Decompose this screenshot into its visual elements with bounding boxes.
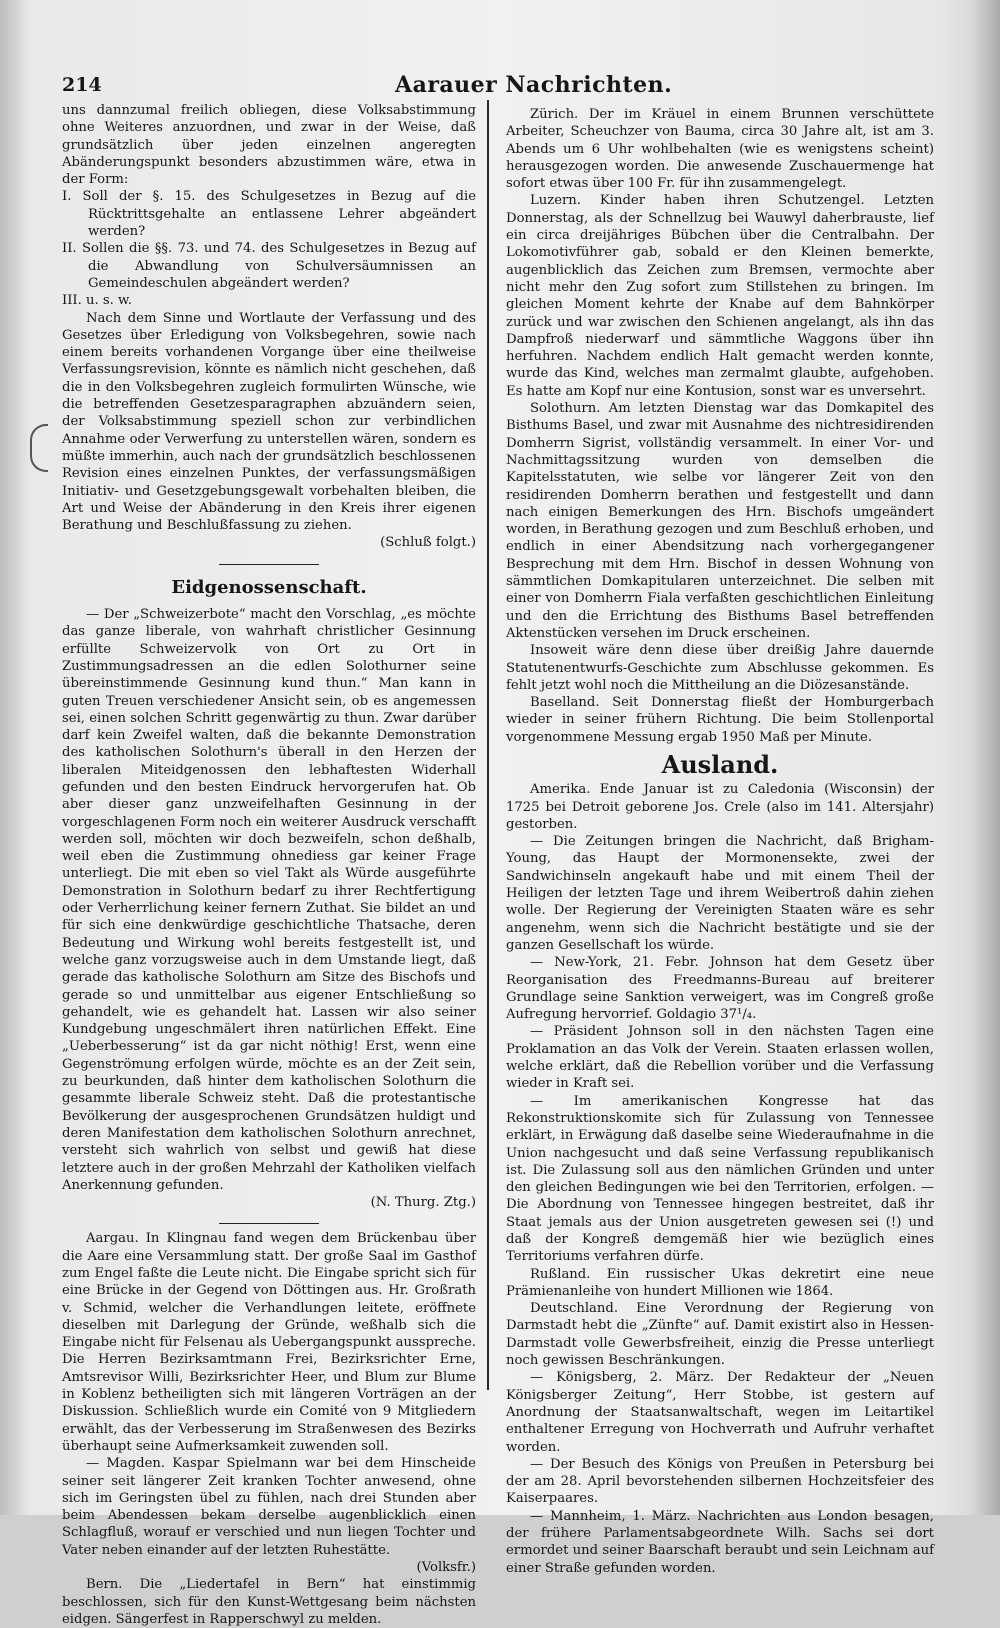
page-edge-shadow bbox=[970, 0, 1000, 1515]
page-number: 214 bbox=[62, 74, 102, 96]
article-paragraph: Insoweit wäre denn diese über dreißig Jahre dauernde Statutenentwurfs-Geschichte zum Abschlusse gekommen. Es fehlt jetzt wohl noch die Mittheilung an die Diözesanstände. bbox=[506, 643, 934, 693]
list-item: I. Soll der §. 15. des Schulgesetzes in Bezug auf die Rücktrittsgehalte an entlassene Lehrer abgeändert werden? bbox=[62, 189, 476, 240]
article-paragraph: — Im amerikanischen Kongresse hat das Rekonstruktionskomite sich für Zulassung von Tennessee erklärt, in Erwägung daß daselbe seine Wiederaufnahme in die Union nachgesucht und daß seine Verfassung republikanisch ist. Die Zulassung soll aus den nämlichen Gründen und unter den gleichen Bedingungen wie bei den Territorien, erfolgen. — Die Abordnung von Tennessee hingegen bestreitet, daß ihr Staat jemals aus der Union ausgetreten gewesen sei (!) und daß der Kongreß demgemäß hier wie bezüglich eines Territoriums verfahren dürfe. bbox=[506, 1093, 934, 1265]
column-divider bbox=[487, 100, 489, 1390]
article-paragraph: Aargau. In Klingnau fand wegen dem Brückenbau über die Aare eine Versammlung statt. Der große Saal im Gasthof zum Engel faßte die Leute nicht. Die Eingabe spricht sich für eine Brücke in der Gegend von Döttingen aus. Hr. Großrath v. Schmid, welcher die Verhandlungen leitete, eröffnete dieselben mit Darlegung der Gründe, weßhalb sich die Eingabe nicht für Felsenau als Uebergangspunkt ausspreche. Die Herren Bezirksamtmann Frei, Bezirksrichter Erne, Amtsrevisor Willi, Bezirksrichter Heer, und Blum zur Blume in Koblenz betheiligten sich mit längeren Vorträgen an der Diskussion. Schließlich wurde ein Comité von 9 Mitgliedern erwählt, das der Verbesserung im Straßenwesen des Bezirks überhaupt seine Aufmerksamkeit zuwenden soll. bbox=[62, 1231, 476, 1454]
article-paragraph: Amerika. Ende Januar ist zu Caledonia (Wisconsin) der 1725 bei Detroit geborene Jos. Crele (also im 141. Altersjahr) gestorben. bbox=[506, 782, 934, 832]
source-signature: (Volksfr.) bbox=[416, 1560, 476, 1576]
section-heading: Eidgenossenschaft. bbox=[171, 576, 367, 598]
left-column bbox=[62, 102, 476, 1628]
article-paragraph: uns dannzumal freilich obliegen, diese Volksabstimmung ohne Weiteres anzuordnen, und zwar in der Weise, daß grundsätzlich über jeden einzelnen angeregten Abänderungspunkt besonders abzustimmen wäre, etwa in der Form: bbox=[62, 103, 476, 188]
article-paragraph: — Königsberg, 2. März. Der Redakteur der „Neuen Königsberger Zeitung“, Herr Stobbe, ist gestern auf Anordnung der Staatsanwaltschaft, wegen im Leitartikel enthaltener Erregung von Hochverrath und Aufruhr verhaftet worden. bbox=[506, 1370, 934, 1455]
article-paragraph: Solothurn. Am letzten Dienstag war das Domkapitel des Bisthums Basel, und zwar mit Ausnahme des nichtresidirenden Domherrn Sigrist, vollständig versammelt. In einer Vor- und Nachmittagssitzung wurden von demselben die Kapitelsstatuten, wie selbe vor längerer Zeit von den residirenden Domherrn berathen und festgestellt und dann nach einigen Bemerkungen des Hrn. Bischofs umgeändert worden, in Berathung gezogen und zum Beschluß erhoben, und endlich in einer Abendsitzung nach vorhergegangener Besprechung mit dem Hrn. Bischof in dessen Wohnung von sämmtlichen Domkapitularen unterzeichnet. Die selben mit einer von Domherrn Fiala verfaßten geschichtlichen Einleitung und den die Errichtung des Bisthums Basel betreffenden Aktenstücken versehen im Druck erscheinen. bbox=[506, 401, 934, 641]
article-paragraph: — Der Besuch des Königs von Preußen in Petersburg bei der am 28. April bevorstehenden silbernen Hochzeitsfeier des Kaiserpaares. bbox=[506, 1456, 934, 1507]
article-paragraph: Bern. Die „Liedertafel in Bern“ hat einstimmig beschlossen, sich für den Kunst-Wettgesang beim nächsten eidgen. Sängerfest in Rapperschwyl zu melden. bbox=[62, 1577, 476, 1627]
article-paragraph: Zürich. Der im Kräuel in einem Brunnen verschüttete Arbeiter, Scheuchzer von Bauma, circa 30 Jahre alt, ist am 3. Abends um 6 Uhr wohlbehalten (wie es wenigstens scheint) herausgezogen worden. Die anwesende Zuschauermenge hat sofort etwas über 100 Fr. für ihn zusammengelegt. bbox=[506, 107, 934, 192]
right-column bbox=[506, 106, 934, 1577]
article-paragraph: — Die Zeitungen bringen die Nachricht, daß Brigham-Young, das Haupt der Mormonensekte, zwei der Sandwichinseln angekauft habe und mit einem Theil der Heiligen der letzten Tage und ihrem Weibertroß dahin ziehen wolle. Der Regierung der Vereinigten Staaten wäre es sehr angenehm, wenn sich die Nachricht bestätigte und sie der ganzen Gesellschaft los würde. bbox=[506, 834, 934, 953]
list-item: III. u. s. w. bbox=[62, 293, 132, 309]
article-paragraph: — Magden. Kaspar Spielmann war bei dem Hinscheide seiner seit längerer Zeit kranken Tochter anwesend, ohne sich im Geringsten übel zu fühlen, nach drei Stunden aber beim Abendessen bekam derselbe augenblicklich einen Schlagfluß, worauf er verschied und nun liegen Tochter und Vater neben einander auf der letzten Ruhestätte. bbox=[62, 1456, 476, 1558]
margin-pencil-mark bbox=[30, 424, 48, 472]
section-heading: Ausland. bbox=[661, 749, 779, 779]
section-rule bbox=[219, 1223, 319, 1224]
source-signature: (Schluß folgt.) bbox=[380, 535, 476, 551]
article-paragraph: — Präsident Johnson soll in den nächsten Tagen eine Proklamation an das Volk der Verein. Staaten erlassen wollen, welche erklärt, daß die Rebellion vorüber und die Verfassung wieder in Kraft sei. bbox=[506, 1024, 934, 1092]
section-rule bbox=[219, 564, 319, 565]
article-paragraph: — New-York, 21. Febr. Johnson hat dem Gesetz über Reorganisation des Freedmanns-Bureau auf breiterer Grundlage seine Sanktion verweigert, was im Congreß große Aufregung hervorrief. Goldagio 37¹/₄. bbox=[506, 955, 934, 1023]
list-item: II. Sollen die §§. 73. und 74. des Schulgesetzes in Bezug auf die Abwandlung von Schulversäumnissen an Gemeindeschulen abgeändert werden? bbox=[62, 241, 476, 291]
article-paragraph: — Der „Schweizerbote“ macht den Vorschlag, „es möchte das ganze liberale, von wahrhaft christlicher Gesinnung erfüllte Schweizervolk von Ort zu Ort in Zustimmungsadressen an die edlen Solothurner seine übereinstimmende Gesinnung kund thun.“ Man kann in guten Treuen verschiedener Ansicht sein, ob es angemessen sei, einen solchen Schritt gegenwärtig zu thun. Zwar darüber darf kein Zweifel walten, daß die bekannte Demonstration des katholischen Solothurn's überall in den Herzen der liberalen Miteidgenossen den lebhaftesten Widerhall gefunden und den besten Eindruck hervorgerufen hat. Ob aber dieser ganz unzweifelhaften Gesinnung in der vorgeschlagenen Form noch ein weiterer Ausdruck verschafft werden soll, möchten wir doch bezweifeln, schon deßhalb, weil eben die Zustimmung ohnediess gar keiner Frage unterliegt. Die mit eben so viel Takt als Würde ausgeführte Demonstration in Solothurn bedarf zu ihrer Rechtfertigung oder Verherrlichung keiner fernern Zuthat. Sie bildet an und für sich eine denkwürdige geschichtliche Thatsache, deren Bedeutung und Wirkung wohl bereits festgestellt ist, und welche ganz vorzugsweise auch in dem Umstande liegt, daß gerade das katholische Solothurn am Sitze des Bischofs und gerade so und unmittelbar aus eigener Entschließung so gehandelt, wie es gehandelt hat. Lassen wir also seiner Kundgebung ungeschmälert ihren natürlichen Effekt. Eine „Ueberbesserung“ ist da gar nicht nöthig! Erst, wenn eine Gegenströmung erfolgen würde, möchte es an der Zeit sein, zu beurkunden, daß hinter dem katholischen Solothurn die gesammte liberale Schweiz steht. Daß die protestantische Bevölkerung der ausgesprochenen Grundsätzen huldigt und deren Manifestation dem katholischen Solothurn anrechnet, versteht sich wahrlich von selbst und gewiß hat diese letztere auch in der großen Mehrzahl der Katholiken vielfach Anerkennung gefunden. bbox=[62, 607, 476, 1193]
article-paragraph: Nach dem Sinne und Wortlaute der Verfassung und des Gesetzes über Erledigung von Volksbegehren, sowie nach einem bereits vorhandenen Vorgange über eine theilweise Verfassungsrevision, könnte es nämlich nicht geschehen, daß die in den Volksbegehren zugleich formulirten Wünsche, wie die betreffenden Gesetzesparagraphen abzuändern seien, der Volksabstimmung speziell schon zur verbindlichen Annahme oder Verwerfung zu unterstellen wären, sondern es müßte immerhin, auch nach der grundsätzlich beschlossenen Revision eines einzelnen Punktes, der verfassungsmäßigen Initiativ- und Gesetzgebungsgewalt vorbehalten bleiben, die Art und Weise der Abänderung in den Kreis ihrer eigenen Berathung und Beschlußfassung zu ziehen. bbox=[62, 310, 476, 534]
article-paragraph: — Mannheim, 1. März. Nachrichten aus London besagen, der frühere Parlamentsabgeordnete Wilh. Sachs sei dort ermordet und seiner Baarschaft beraubt und sein Leichnam auf einer Straße gefunden worden. bbox=[506, 1508, 934, 1576]
article-paragraph: Luzern. Kinder haben ihren Schutzengel. Letzten Donnerstag, als der Schnellzug bei Wauwyl daherbrauste, lief ein circa dreijähriges Bübchen über die Centralbahn. Der Lokomotivführer gab, sobald er den Kleinen bemerkte, augenblicklich das Zeichen zum Bremsen, vermochte aber nicht mehr den Zug sofort zum Stillstehen zu bringen. Im gleichen Moment kehrte der Knabe auf dem Bahnkörper zurück und war zwischen den Schienen angelangt, als ihn das Dampfroß niederwarf und sämmtliche Waggons über ihn herfuhren. Nachdem endlich Halt gemacht werden konnte, wurde das Kind, welches man zermalmt glaubte, aufgehoben. Es hatte am Kopf nur eine Kontusion, sonst war es unversehrt. bbox=[506, 193, 934, 399]
article-paragraph: Deutschland. Eine Verordnung der Regierung von Darmstadt hebt die „Zünfte“ auf. Damit existirt also in Hessen-Darmstadt volle Gewerbsfreiheit, einzig die Presse unterliegt noch gewissen Beschränkungen. bbox=[506, 1301, 934, 1369]
article-paragraph: Baselland. Seit Donnerstag fließt der Homburgerbach wieder in seiner frühern Richtung. Die beim Stollenportal vorgenommene Messung ergab 1950 Maß per Minute. bbox=[506, 695, 934, 745]
article-paragraph: Rußland. Ein russischer Ukas dekretirt eine neue Prämienanleihe von hundert Millionen wie 1864. bbox=[506, 1266, 934, 1299]
masthead-title: Aarauer Nachrichten. bbox=[395, 72, 673, 98]
source-signature: (N. Thurg. Ztg.) bbox=[370, 1195, 476, 1211]
